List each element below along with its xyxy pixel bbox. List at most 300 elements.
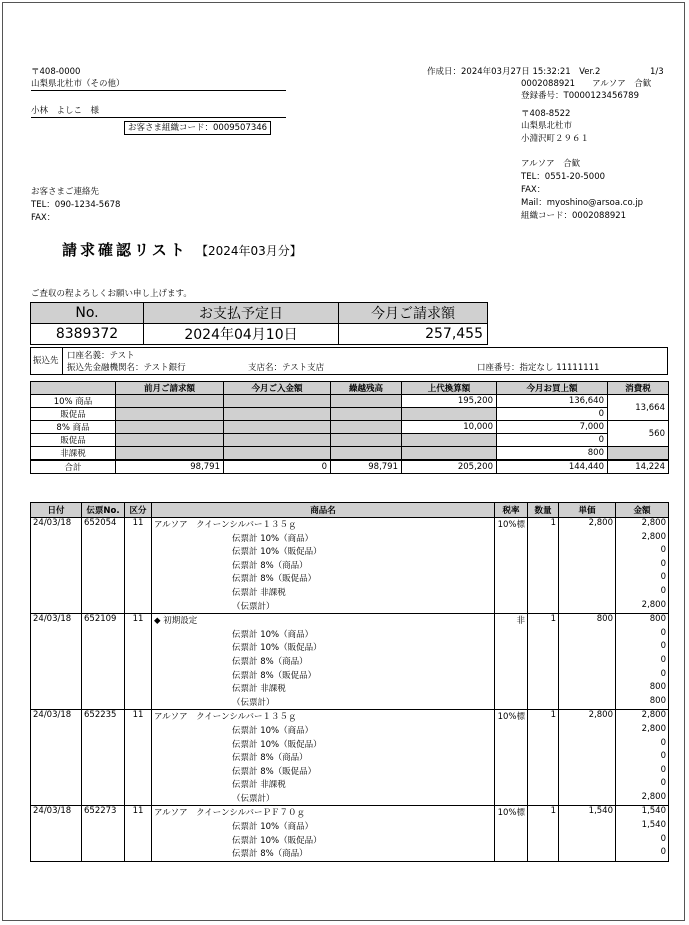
empty-cell — [495, 655, 528, 669]
empty-cell — [82, 820, 125, 834]
unit-price: 2,800 — [559, 710, 616, 724]
title-text: 請求確認リスト — [62, 241, 188, 259]
empty-cell — [495, 572, 528, 586]
subtotal-row — [31, 669, 669, 683]
subtotal-row — [31, 751, 669, 765]
empty-cell — [528, 628, 559, 642]
slip-number: 652273 — [82, 806, 125, 820]
empty-cell — [528, 847, 559, 861]
subtotal-label: 伝票計 10%（商品） — [152, 724, 495, 738]
summary-total-row — [31, 460, 669, 474]
subtotal-label: 伝票計 10%（商品） — [152, 532, 495, 546]
empty-cell — [82, 628, 125, 642]
empty-cell — [82, 847, 125, 861]
cell: 98,791 — [331, 460, 402, 474]
empty-cell — [528, 545, 559, 559]
summary-row — [31, 421, 669, 434]
subtotal-row — [31, 820, 669, 834]
empty-cell — [559, 586, 616, 600]
amount: 2,800 — [616, 518, 669, 532]
slip-date: 24/03/18 — [31, 710, 82, 724]
recipient-fax: FAX： — [31, 213, 56, 223]
empty-cell — [82, 792, 125, 806]
subtotal-row — [31, 559, 669, 573]
empty-cell — [559, 751, 616, 765]
cell: 10,000 — [402, 421, 497, 434]
quantity: 1 — [528, 518, 559, 532]
subtotal-row — [31, 696, 669, 710]
recipient-tel: TEL：090-1234-5678 — [31, 200, 121, 210]
empty-cell — [402, 408, 497, 421]
empty-cell — [528, 724, 559, 738]
subtotal-amount: 0 — [616, 738, 669, 752]
empty-cell — [31, 545, 82, 559]
detail-header: 伝票No. — [82, 503, 125, 518]
subtotal-row — [31, 586, 669, 600]
empty-cell — [125, 792, 152, 806]
slip-number: 652109 — [82, 614, 125, 628]
subtotal-label: 伝票計 10%（販促品） — [152, 641, 495, 655]
empty-cell — [125, 532, 152, 546]
empty-cell — [528, 792, 559, 806]
empty-cell — [116, 408, 224, 421]
subtotal-label: 伝票計 非課税 — [152, 586, 495, 600]
empty-cell — [82, 559, 125, 573]
subtotal-amount: 0 — [616, 847, 669, 861]
detail-row — [31, 518, 669, 532]
empty-cell — [495, 628, 528, 642]
subtotal-amount: 1,540 — [616, 820, 669, 834]
issuer-tel: TEL：0551-20-5000 — [521, 172, 606, 182]
unit-price: 1,540 — [559, 806, 616, 820]
amount: 2,800 — [616, 710, 669, 724]
issuer-postal: 〒408-8522 — [521, 109, 571, 119]
cell: 0 — [497, 408, 608, 421]
tax-rate: 10%標 — [495, 806, 528, 820]
empty-cell — [31, 669, 82, 683]
empty-cell — [31, 738, 82, 752]
subtotal-row — [31, 655, 669, 669]
detail-header: 日付 — [31, 503, 82, 518]
empty-cell — [125, 641, 152, 655]
empty-cell — [125, 834, 152, 848]
empty-cell — [224, 434, 331, 447]
summary-header: 今月お買上額 — [497, 382, 608, 395]
empty-cell — [125, 696, 152, 710]
unit-price: 800 — [559, 614, 616, 628]
empty-cell — [31, 847, 82, 861]
empty-cell — [82, 682, 125, 696]
subtotal-row — [31, 682, 669, 696]
bank-branch: 支店名：テスト支店 — [248, 363, 325, 373]
subtotal-amount: 0 — [616, 628, 669, 642]
subtotal-row — [31, 847, 669, 861]
empty-cell — [82, 669, 125, 683]
empty-cell — [82, 655, 125, 669]
subtotal-amount: 2,800 — [616, 532, 669, 546]
row-label: 販促品 — [31, 408, 116, 421]
empty-cell — [495, 586, 528, 600]
cell: 0 — [497, 434, 608, 447]
empty-cell — [331, 447, 402, 461]
subtotal-label: 伝票計 8%（商品） — [152, 751, 495, 765]
subtotal-amount: 0 — [616, 834, 669, 848]
empty-cell — [31, 820, 82, 834]
summary-header: 前月ご請求額 — [116, 382, 224, 395]
empty-cell — [495, 545, 528, 559]
empty-cell — [31, 572, 82, 586]
row-label: 非課税 — [31, 447, 116, 461]
empty-cell — [224, 408, 331, 421]
empty-cell — [528, 586, 559, 600]
subtotal-label: 伝票計 8%（商品） — [152, 655, 495, 669]
empty-cell — [125, 765, 152, 779]
issuer-fax: FAX： — [521, 185, 546, 195]
payment-amount: 257,455 — [339, 324, 488, 345]
empty-cell — [125, 559, 152, 573]
empty-cell — [559, 724, 616, 738]
title-period: 【2024年03月分】 — [195, 244, 302, 258]
subtotal-label: （伝票計） — [152, 792, 495, 806]
empty-cell — [82, 765, 125, 779]
subtotal-amount: 0 — [616, 765, 669, 779]
issuer-street: 小淵沢町２９６１ — [521, 134, 590, 144]
subtotal-label: 伝票計 10%（販促品） — [152, 545, 495, 559]
payment-header-amount: 今月ご請求額 — [339, 303, 488, 324]
empty-cell — [224, 447, 331, 461]
empty-cell — [82, 696, 125, 710]
recipient-postal: 〒408-0000 — [31, 67, 81, 77]
subtotal-row — [31, 834, 669, 848]
subtotal-amount: 0 — [616, 586, 669, 600]
empty-cell — [82, 600, 125, 614]
recipient-address: 山梨県北杜市（その他） — [31, 78, 286, 91]
detail-table — [30, 502, 669, 862]
tax-rate: 10%標 — [495, 518, 528, 532]
empty-cell — [82, 724, 125, 738]
empty-cell — [495, 641, 528, 655]
slip-category: 11 — [125, 518, 152, 532]
empty-cell — [31, 682, 82, 696]
empty-cell — [559, 820, 616, 834]
empty-cell — [528, 532, 559, 546]
empty-cell — [125, 738, 152, 752]
subtotal-label: 伝票計 8%（販促品） — [152, 572, 495, 586]
subtotal-label: （伝票計） — [152, 600, 495, 614]
cell: 800 — [497, 447, 608, 461]
bank-holder: 口座名義：テスト — [67, 351, 135, 361]
subtotal-row — [31, 641, 669, 655]
quantity: 1 — [528, 614, 559, 628]
empty-cell — [31, 751, 82, 765]
empty-cell — [82, 641, 125, 655]
slip-number: 652054 — [82, 518, 125, 532]
empty-cell — [495, 820, 528, 834]
empty-cell — [495, 600, 528, 614]
summary-header — [31, 382, 116, 395]
subtotal-amount: 2,800 — [616, 792, 669, 806]
summary-row — [31, 447, 669, 461]
cell: 0 — [224, 460, 331, 474]
detail-row — [31, 806, 669, 820]
item-name: アルソア クイーンシルバー１３５ｇ — [152, 518, 495, 532]
detail-header: 金額 — [616, 503, 669, 518]
empty-cell — [31, 765, 82, 779]
empty-cell — [495, 559, 528, 573]
empty-cell — [402, 447, 497, 461]
issuer-city: 山梨県北杜市 — [521, 121, 573, 131]
total-label: 合計 — [31, 460, 116, 474]
empty-cell — [125, 751, 152, 765]
empty-cell — [528, 682, 559, 696]
subtotal-amount: 0 — [616, 778, 669, 792]
empty-cell — [116, 447, 224, 461]
empty-cell — [224, 421, 331, 434]
contact-title: お客さまご連絡先 — [31, 187, 100, 197]
subtotal-row — [31, 738, 669, 752]
bank-label: 振込先 — [33, 348, 63, 374]
empty-cell — [116, 395, 224, 408]
recipient-org-code: お客さま組織コード：0009507346 — [124, 121, 271, 135]
empty-cell — [528, 669, 559, 683]
empty-cell — [559, 696, 616, 710]
row-label: 8% 商品 — [31, 421, 116, 434]
slip-number: 652235 — [82, 710, 125, 724]
summary-header: 今月ご入金額 — [224, 382, 331, 395]
empty-cell — [495, 792, 528, 806]
subtotal-amount: 800 — [616, 696, 669, 710]
cell: 14,224 — [608, 460, 669, 474]
empty-cell — [495, 669, 528, 683]
registration-number: 登録番号：T0000123456789 — [521, 91, 639, 101]
subtotal-row — [31, 724, 669, 738]
empty-cell — [82, 532, 125, 546]
subtotal-label: 伝票計 10%（販促品） — [152, 738, 495, 752]
subtotal-label: 伝票計 8%（販促品） — [152, 669, 495, 683]
payment-no: 8389372 — [31, 324, 144, 345]
empty-cell — [402, 434, 497, 447]
empty-cell — [495, 724, 528, 738]
empty-cell — [31, 586, 82, 600]
empty-cell — [559, 545, 616, 559]
item-name: アルソア クイーンシルバー１３５ｇ — [152, 710, 495, 724]
empty-cell — [125, 847, 152, 861]
empty-cell — [125, 682, 152, 696]
tax-rate: 10%標 — [495, 710, 528, 724]
subtotal-label: 伝票計 非課税 — [152, 778, 495, 792]
subtotal-row — [31, 628, 669, 642]
empty-cell — [82, 572, 125, 586]
detail-header: 税率 — [495, 503, 528, 518]
subtotal-row — [31, 765, 669, 779]
empty-cell — [528, 751, 559, 765]
slip-category: 11 — [125, 806, 152, 820]
empty-cell — [31, 834, 82, 848]
empty-cell — [82, 834, 125, 848]
summary-table — [30, 381, 669, 474]
empty-cell — [559, 572, 616, 586]
empty-cell — [31, 778, 82, 792]
cell: 205,200 — [402, 460, 497, 474]
empty-cell — [528, 834, 559, 848]
payment-header-no: No. — [31, 303, 144, 324]
tax-8-cell: 560 — [608, 421, 669, 447]
empty-cell — [125, 628, 152, 642]
empty-cell — [495, 751, 528, 765]
empty-cell — [125, 572, 152, 586]
detail-header: 区分 — [125, 503, 152, 518]
empty-cell — [528, 572, 559, 586]
empty-cell — [559, 792, 616, 806]
page-title — [62, 239, 302, 260]
empty-cell — [331, 395, 402, 408]
empty-cell — [82, 778, 125, 792]
empty-cell — [559, 778, 616, 792]
empty-cell — [559, 600, 616, 614]
tax-10-cell: 13,664 — [608, 395, 669, 421]
empty-cell — [31, 641, 82, 655]
empty-cell — [125, 655, 152, 669]
subtotal-row — [31, 532, 669, 546]
subtotal-amount: 0 — [616, 572, 669, 586]
empty-cell — [116, 421, 224, 434]
amount: 800 — [616, 614, 669, 628]
cell: 7,000 — [497, 421, 608, 434]
empty-cell — [31, 655, 82, 669]
empty-cell — [31, 559, 82, 573]
empty-cell — [495, 847, 528, 861]
empty-cell — [31, 724, 82, 738]
empty-cell — [528, 641, 559, 655]
bank-info-box — [30, 347, 668, 375]
empty-cell — [559, 532, 616, 546]
empty-cell — [31, 628, 82, 642]
empty-cell — [82, 586, 125, 600]
empty-cell — [125, 778, 152, 792]
empty-cell — [82, 751, 125, 765]
issuer-org-code: 組織コード：0002088921 — [521, 211, 627, 221]
empty-cell — [125, 545, 152, 559]
amount: 1,540 — [616, 806, 669, 820]
cell: 144,440 — [497, 460, 608, 474]
summary-row — [31, 434, 669, 447]
empty-cell — [331, 434, 402, 447]
empty-cell — [559, 641, 616, 655]
empty-cell — [559, 628, 616, 642]
item-name: アルソア クイーンシルバーＰＦ７０ｇ — [152, 806, 495, 820]
summary-header: 消費税 — [608, 382, 669, 395]
subtotal-row — [31, 545, 669, 559]
empty-cell — [82, 545, 125, 559]
summary-row — [31, 395, 669, 408]
empty-cell — [559, 765, 616, 779]
payment-header-date: お支払予定日 — [144, 303, 339, 324]
detail-row — [31, 614, 669, 628]
payment-date: 2024年04月10日 — [144, 324, 339, 345]
empty-cell — [31, 696, 82, 710]
subtotal-row — [31, 778, 669, 792]
slip-date: 24/03/18 — [31, 518, 82, 532]
subtotal-label: 伝票計 8%（商品） — [152, 559, 495, 573]
empty-cell — [528, 778, 559, 792]
slip-category: 11 — [125, 614, 152, 628]
empty-cell — [224, 395, 331, 408]
empty-cell — [528, 765, 559, 779]
cell: 136,640 — [497, 395, 608, 408]
detail-row — [31, 710, 669, 724]
subtotal-label: 伝票計 10%（商品） — [152, 628, 495, 642]
empty-cell — [559, 834, 616, 848]
issuer-code-line: 0002088921 アルソア 合歓 — [521, 79, 652, 89]
cell: 98,791 — [116, 460, 224, 474]
subtotal-label: 伝票計 非課税 — [152, 682, 495, 696]
row-label: 販促品 — [31, 434, 116, 447]
empty-cell — [125, 724, 152, 738]
cell: 195,200 — [402, 395, 497, 408]
created-date: 作成日：2024年03月27日 15:32:21 Ver.2 — [427, 67, 601, 77]
recipient-name: 小林 よしこ 様 — [31, 105, 286, 118]
subtotal-amount: 0 — [616, 559, 669, 573]
empty-cell — [331, 408, 402, 421]
subtotal-amount: 0 — [616, 641, 669, 655]
subtotal-amount: 0 — [616, 545, 669, 559]
empty-cell — [495, 696, 528, 710]
empty-cell — [559, 682, 616, 696]
quantity: 1 — [528, 806, 559, 820]
subtotal-amount: 0 — [616, 669, 669, 683]
empty-cell — [495, 765, 528, 779]
empty-cell — [31, 532, 82, 546]
subtotal-amount: 800 — [616, 682, 669, 696]
empty-cell — [116, 434, 224, 447]
empty-cell — [528, 820, 559, 834]
empty-cell — [495, 778, 528, 792]
tax-rate: 非 — [495, 614, 528, 628]
empty-cell — [31, 792, 82, 806]
subtotal-amount: 0 — [616, 751, 669, 765]
slip-date: 24/03/18 — [31, 806, 82, 820]
summary-row — [31, 408, 669, 421]
empty-cell — [125, 669, 152, 683]
empty-cell — [559, 655, 616, 669]
empty-cell — [495, 834, 528, 848]
subtotal-label: 伝票計 10%（販促品） — [152, 834, 495, 848]
empty-cell — [528, 559, 559, 573]
subtotal-amount: 0 — [616, 655, 669, 669]
detail-header: 単価 — [559, 503, 616, 518]
unit-price: 2,800 — [559, 518, 616, 532]
empty-cell — [528, 600, 559, 614]
bank-account: 口座番号：指定なし 11111111 — [477, 363, 600, 373]
subtotal-label: 伝票計 10%（商品） — [152, 820, 495, 834]
bank-name: 振込先金融機関名：テスト銀行 — [67, 363, 186, 373]
empty-cell — [559, 669, 616, 683]
row-label: 10% 商品 — [31, 395, 116, 408]
empty-cell — [559, 738, 616, 752]
detail-header: 商品名 — [152, 503, 495, 518]
empty-cell — [559, 847, 616, 861]
empty-cell — [125, 820, 152, 834]
empty-cell — [559, 559, 616, 573]
empty-cell — [608, 447, 669, 461]
subtotal-label: 伝票計 8%（販促品） — [152, 765, 495, 779]
greeting-text: ご査収の程よろしくお願い申し上げます。 — [31, 289, 192, 299]
detail-header: 数量 — [528, 503, 559, 518]
issuer-name: アルソア 合歓 — [521, 159, 581, 169]
subtotal-row — [31, 572, 669, 586]
quantity: 1 — [528, 710, 559, 724]
subtotal-row — [31, 600, 669, 614]
